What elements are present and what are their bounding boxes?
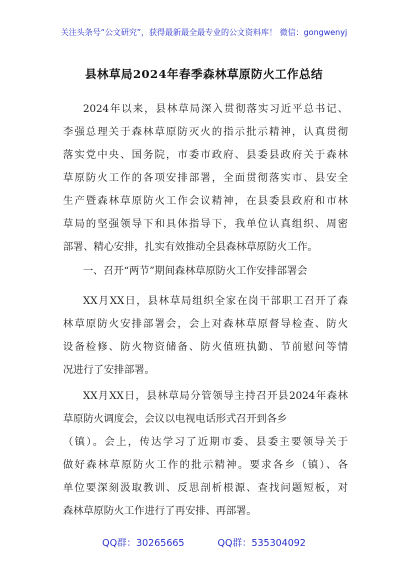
qq-group-2: QQ群：535304092 bbox=[217, 538, 306, 549]
paragraph-line: 生产暨森林草原防火工作会议精神，在县委县政府和市林 bbox=[63, 196, 348, 207]
paragraph-line: 草原防火调度会，会议以电视电话形式召开到各乡 bbox=[63, 414, 288, 425]
paragraph-line: 草原防火工作的各项安排部署，全面贯彻落实市、县安全 bbox=[63, 173, 348, 184]
promo-banner: 关注头条号“公文研究”，获得最新最全最专业的公文资料库！ 微信：gongwenyj bbox=[60, 28, 348, 37]
paragraph-line: （镇）。会上，传达学习了近期市委、县委主要领导关于 bbox=[63, 437, 348, 448]
paragraph-line: 部署、精心安排，扎实有效推动全县森林草原防火工作。 bbox=[63, 242, 318, 253]
document-title: 县林草局2024年春季森林草原防火工作总结 bbox=[84, 67, 323, 81]
paragraph-line: 草局的坚强领导下和具体指导下，我单位认真组织、周密 bbox=[63, 219, 348, 230]
paragraph-line: 做好森林草原防火工作的批示精神。要求各乡（镇）、各 bbox=[63, 460, 348, 471]
paragraph-intro bbox=[63, 98, 348, 259]
paragraph-line: 单位要深刻汲取教训、反思剖析根源、查找问题短板，对 bbox=[63, 483, 348, 494]
paragraph-meeting-1 bbox=[63, 290, 348, 382]
paragraph-meeting-2 bbox=[63, 385, 348, 523]
paragraph-line: XX月XX日，县林草局分管领导主持召开县2024年森林 bbox=[83, 391, 348, 402]
paragraph-line: XX月XX日，县林草局组织全家在岗干部职工召开了森 bbox=[83, 296, 348, 307]
paragraph-line: 落实党中央、国务院，市委市政府、县委县政府关于森林 bbox=[63, 150, 348, 161]
paragraph-line: 设备检修、防火物资储备、防火值班执勤、节前慰问等情 bbox=[63, 342, 348, 353]
paragraph-line: 林草原防火安排部署会，会上对森林草原督导检查、防火 bbox=[63, 319, 348, 330]
qq-group-1: QQ群：30265665 bbox=[102, 538, 185, 549]
paragraph-line: 2024年以来，县林草局深入贯彻落实习近平总书记、 bbox=[83, 104, 348, 115]
section-heading: 一、召开“两节”期间森林草原防火工作安排部署会 bbox=[83, 266, 308, 277]
footer-contacts bbox=[0, 535, 408, 549]
paragraph-line: 森林草原防火工作进行了再安排、再部署。 bbox=[63, 506, 257, 517]
paragraph-line: 况进行了安排部署。 bbox=[63, 365, 155, 376]
paragraph-line: 李强总理关于森林草原防灭火的指示批示精神，认真贯彻 bbox=[63, 127, 348, 138]
